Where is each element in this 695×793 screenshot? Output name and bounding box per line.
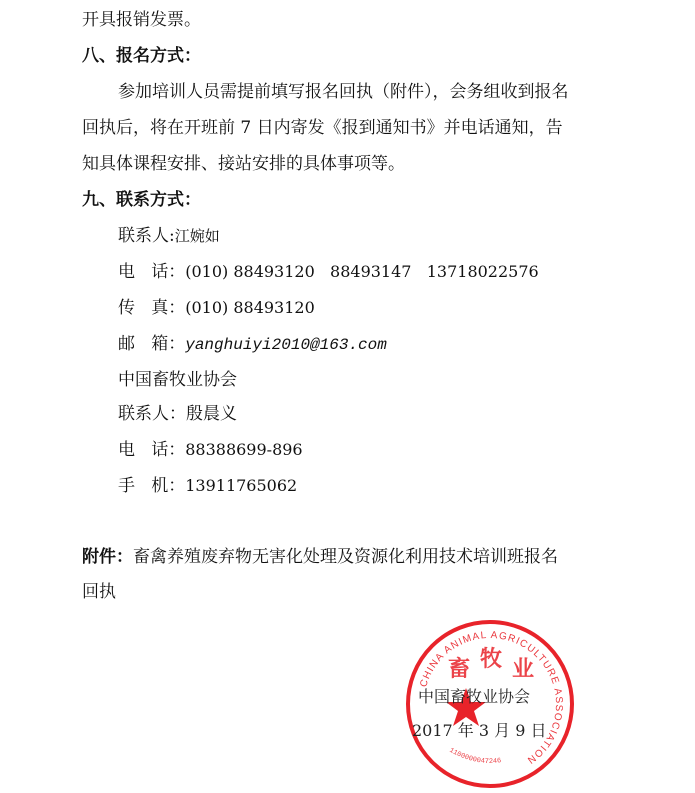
contact1-name-label: 联系人:: [118, 226, 175, 246]
contact2-mobile-label: 手 机：: [118, 476, 186, 496]
contact2-name: 殷晨义: [186, 404, 237, 424]
contact1-fax: (010) 88493120: [185, 298, 315, 317]
signature-org: 中国畜牧业协会: [418, 687, 531, 706]
svg-text:CHINA ANIMAL AGRICULTURE ASSOC: CHINA ANIMAL AGRICULTURE ASSOCIATION: [418, 629, 565, 766]
contact1-name-row: [118, 224, 220, 248]
paragraph-line: 回执后，将在开班前 7 日内寄发《报到通知书》并电话通知，告: [82, 118, 563, 138]
contact1-mail-label: 邮 箱：: [118, 334, 186, 354]
contact1-tel-label: 电 话：: [118, 262, 186, 282]
contact2-tel-row: [118, 438, 303, 462]
contact1-mail-row: [118, 332, 387, 357]
text-line: 开具报销发票。: [82, 10, 201, 30]
paragraph-line: 知具体课程安排、接站安排的具体事项等。: [82, 154, 405, 174]
section-9-heading: 九、联系方式：: [82, 190, 201, 210]
contact1-tel: (010) 88493120 88493147 13718022576: [185, 262, 539, 281]
contact1-fax-label: 传 真：: [118, 298, 186, 318]
svg-text:畜牧业: 畜 牧 业: [448, 647, 535, 682]
svg-text:1100000047246: 1100000047246: [447, 746, 502, 767]
contact1-email: yanghuiyi2010@163.com: [185, 336, 387, 354]
contact1-fax-row: [118, 296, 315, 320]
contact2-tel-label: 电 话：: [118, 440, 186, 460]
contact2-mobile: 13911765062: [185, 476, 298, 495]
attachment-line: [82, 545, 558, 569]
section-8-heading: 八、报名方式：: [82, 46, 201, 66]
signature-date: 2017 年 3 月 9 日: [412, 721, 547, 740]
contact1-name: 江婉如: [174, 227, 220, 245]
paragraph-line: 参加培训人员需提前填写报名回执（附件），会务组收到报名: [118, 82, 569, 102]
attachment-text-cont: 回执: [82, 582, 116, 602]
contact2-name-row: [118, 402, 237, 426]
attachment-label: 附件：: [82, 547, 133, 567]
attachment-text: 畜禽养殖废弃物无害化处理及资源化利用技术培训班报名: [133, 547, 558, 567]
contact2-name-label: 联系人：: [118, 404, 186, 424]
contact2-tel: 88388699-896: [185, 440, 303, 459]
contact2-mobile-row: [118, 474, 297, 498]
contact1-tel-row: [118, 260, 539, 284]
org-name: 中国畜牧业协会: [118, 370, 237, 390]
